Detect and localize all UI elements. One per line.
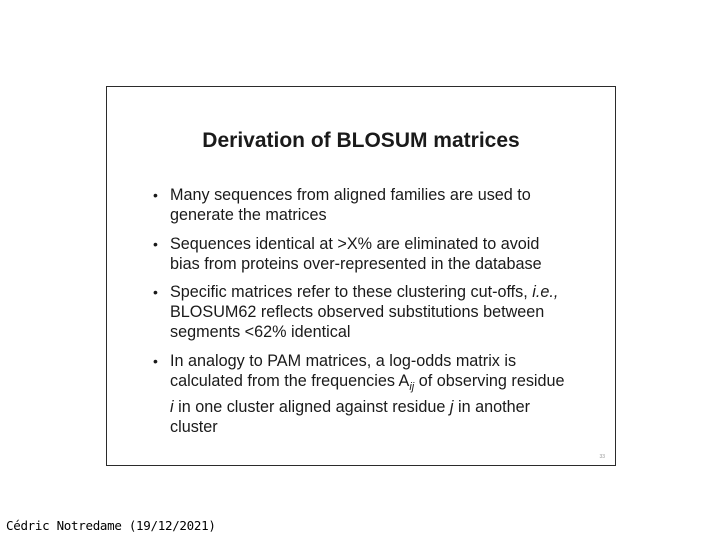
bullet-item xyxy=(151,351,571,437)
bullet-icon: • xyxy=(153,284,158,300)
italic-i: i xyxy=(170,397,174,416)
bullet-item xyxy=(151,234,571,274)
subscript-ij: ij xyxy=(409,380,415,393)
bullet-item xyxy=(151,185,571,225)
bullet-list xyxy=(151,185,571,445)
bullet-icon: • xyxy=(153,235,158,252)
bullet-text-part: in one cluster aligned against residue xyxy=(178,397,446,416)
bullet-text-part: In analogy to PAM matrices, a log-odds matrix is calculated from the frequencies A xyxy=(170,351,517,390)
bullet-text: Sequences identical at >X% are eliminated to avoid bias from proteins over-represented in the database xyxy=(170,234,542,273)
footer-credit: Cédric Notredame (19/12/2021) xyxy=(6,518,216,533)
bullet-icon: • xyxy=(153,352,158,369)
bullet-text-pre: Specific matrices refer to these clustering cut-offs, xyxy=(170,283,528,301)
bullet-icon: • xyxy=(153,187,158,203)
bullet-text-post: BLOSUM62 reflects observed substitutions between segments <62% identical xyxy=(170,303,545,341)
page-number: 33 xyxy=(599,454,605,460)
bullet-text-italic: i.e., xyxy=(532,283,559,301)
italic-j: j xyxy=(449,397,454,416)
bullet-text: Many sequences from aligned families are used to generate the matrices xyxy=(170,186,531,224)
slide xyxy=(106,86,616,466)
bullet-text-part: of observing residue xyxy=(418,371,565,390)
slide-title: Derivation of BLOSUM matrices xyxy=(202,129,520,152)
bullet-item xyxy=(151,282,571,342)
bullet-text-part: in another cluster xyxy=(170,397,530,436)
